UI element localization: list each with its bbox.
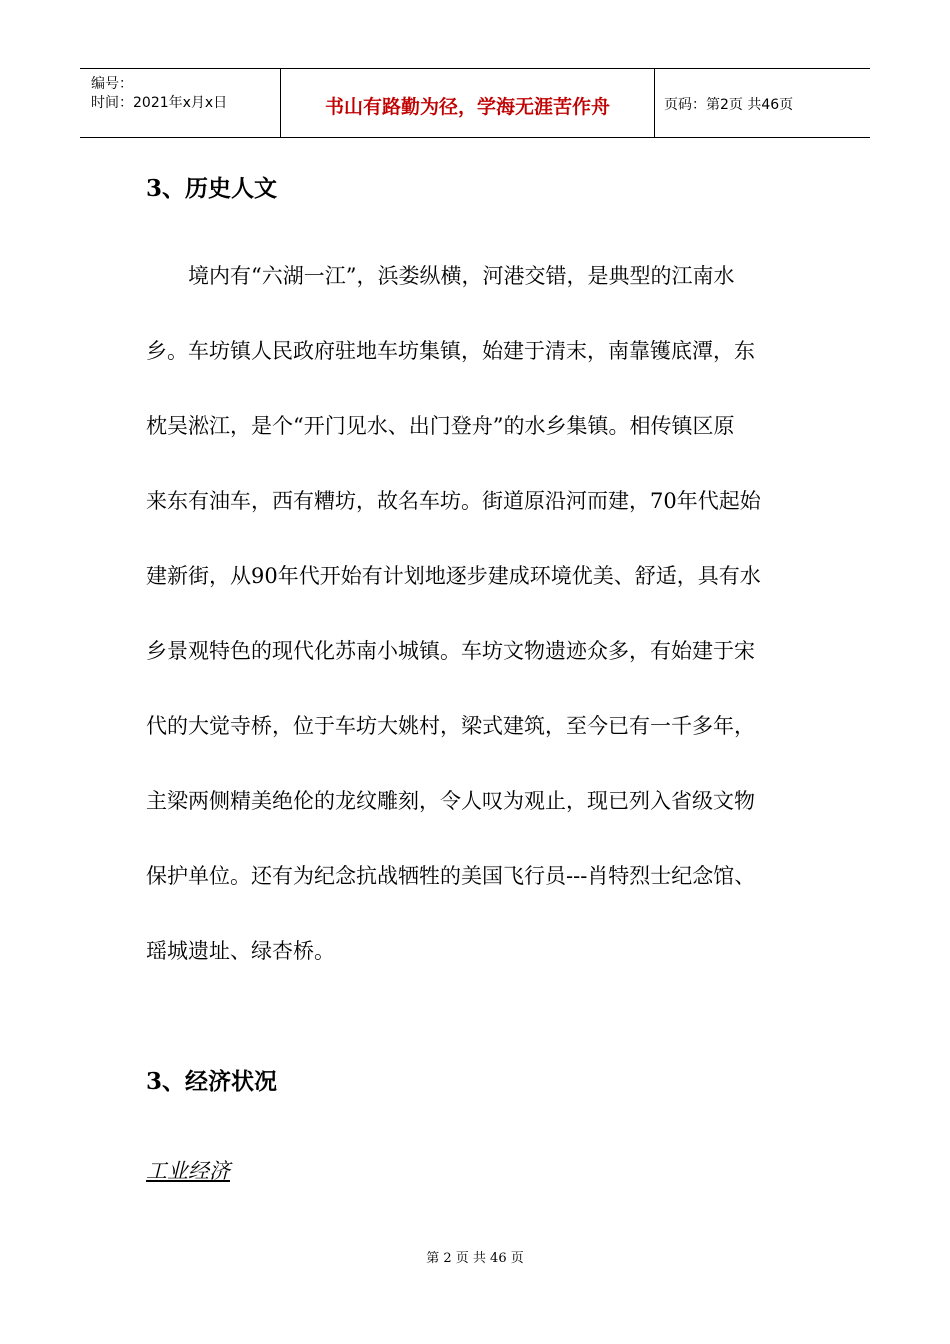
- paragraph-line: 来东有油车，西有糟坊，故名车坊。街道原沿河而建，70年代起始: [146, 489, 761, 513]
- paragraph-line: 代的大觉寺桥，位于车坊大姚村，梁式建筑，至今已有一千多年，: [146, 714, 755, 738]
- paragraph-line: 乡景观特色的现代化苏南小城镇。车坊文物遗迹众多，有始建于宋: [146, 639, 755, 663]
- paragraph-line: 建新街，从90年代开始有计划地逐步建成环境优美、舒适，具有水: [146, 564, 761, 588]
- header-page-cell: [654, 69, 870, 137]
- header-number-label: 编号：: [91, 76, 133, 92]
- paragraph-line: 主梁两侧精美绝伦的龙纹雕刻，令人叹为观止，现已列入省级文物: [146, 789, 755, 813]
- subsection-title-industry: 工业经济: [146, 1159, 230, 1183]
- header-motto-cell: [280, 69, 655, 137]
- document-header: [80, 68, 870, 138]
- paragraph-line: 瑶城遗址、绿杏桥。: [146, 939, 335, 963]
- paragraph-line: 境内有“六湖一江”，浜娄纵横，河港交错，是典型的江南水: [146, 264, 735, 288]
- paragraph-line: 乡。车坊镇人民政府驻地车坊集镇，始建于清末，南靠镬底潭，东: [146, 339, 755, 363]
- page-footer: 第 2 页 共 46 页: [426, 1251, 524, 1266]
- history-paragraph: [146, 258, 806, 1008]
- header-time-label: 时间：2021年x月x日: [91, 95, 228, 111]
- section-title-economy: 3、经济状况: [146, 1068, 278, 1095]
- header-page-info: 页码：第2页 共46页: [664, 97, 794, 113]
- paragraph-line: 保护单位。还有为纪念抗战牺牲的美国飞行员---肖特烈士纪念馆、: [146, 864, 756, 888]
- section-title-history: 3、历史人文: [146, 175, 278, 202]
- paragraph-line: 枕吴淞江，是个“开门见水、出门登舟”的水乡集镇。相传镇区原: [146, 414, 735, 438]
- header-motto: 书山有路勤为径，学海无涯苦作舟: [324, 96, 610, 118]
- header-meta-cell: [80, 69, 280, 137]
